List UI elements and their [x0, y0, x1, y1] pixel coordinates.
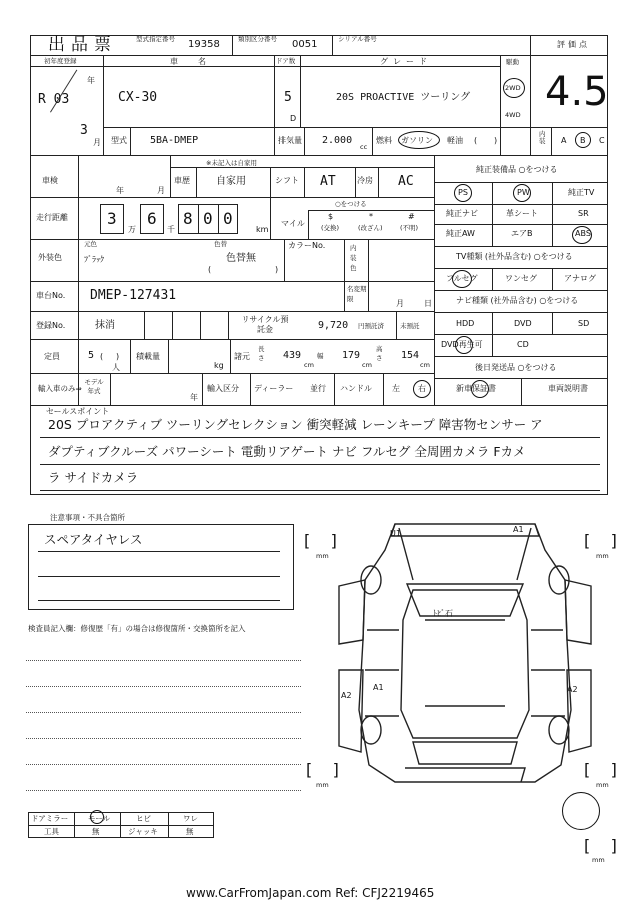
sales-line-1: 20S プロアクティブ ツーリングセレクション 衝突軽減 レーンキープ 障害物センサー ア — [48, 417, 543, 432]
import-type-label: 輸入区分 — [207, 384, 239, 393]
body-label: 車歴 — [174, 176, 190, 185]
ac-value: AC — [398, 174, 414, 189]
parts-tool-value: 無 — [92, 827, 100, 836]
displacement: 2.000 — [322, 135, 353, 146]
recycle-value: 9,720 — [318, 320, 349, 331]
interior-b-circle — [575, 132, 591, 148]
mm-bl: mm — [316, 781, 329, 789]
std-abs[interactable]: ABS — [575, 229, 591, 238]
car-name: CX-30 — [118, 90, 158, 105]
tv-title: TV種類 (社外品含む) ○をつける — [456, 252, 573, 261]
std-pw-circle — [513, 184, 531, 202]
first-reg-label: 初年度登録 — [44, 57, 77, 65]
doors: 5 — [284, 90, 292, 105]
std-abs-circle — [572, 226, 592, 244]
model-year-label: モデル年式 — [84, 378, 104, 395]
repaint-paren-open: ( — [208, 265, 212, 274]
std-leather[interactable]: 革シート — [506, 209, 538, 218]
color-no-label: カラーNo. — [288, 241, 326, 250]
mm-spare: mm — [592, 856, 605, 864]
mileage-circle-note: ○をつける — [335, 200, 367, 208]
length-cm: cm — [304, 361, 314, 369]
handle-right-circle — [413, 380, 431, 398]
mileage-digit-1: 3 — [107, 209, 117, 228]
chassis-label: 車台No. — [36, 291, 66, 300]
handle-label: ハンドル — [340, 384, 372, 393]
std-aw[interactable]: 純正AW — [446, 229, 475, 238]
sales-label: セールスポイント — [46, 407, 110, 416]
diagram-a1-side: A1 — [373, 683, 384, 692]
color-label: 外装色 — [38, 253, 62, 262]
dims-label: 諸元 — [234, 352, 250, 361]
std-sr[interactable]: SR — [578, 209, 589, 218]
height-label: 高さ — [376, 345, 383, 362]
model-code-label: 型式指定番号 — [136, 35, 175, 43]
mm-br: mm — [596, 781, 609, 789]
load-kg: kg — [214, 361, 224, 370]
tv-oneseg[interactable]: ワンセグ — [505, 274, 537, 283]
fuel-paren-close: ) — [494, 136, 498, 145]
navi-cd[interactable]: CD — [517, 340, 529, 349]
mileage-unknown: (不明) — [400, 224, 419, 232]
bracket-br: [ ] — [584, 760, 617, 779]
std-tv[interactable]: 純正TV — [568, 188, 595, 197]
recycle-suffix: 円預託済 — [358, 322, 384, 330]
capacity-label: 定員 — [44, 352, 60, 361]
year-unit: 年 — [87, 76, 95, 85]
registration-value: 抹消 — [95, 320, 115, 331]
chassis-value: DMEP-127431 — [90, 288, 177, 303]
fuel-gasoline[interactable]: ガソリン — [401, 136, 433, 145]
tv-analog[interactable]: アナログ — [564, 274, 596, 283]
mileage-asterisk[interactable]: * — [369, 212, 373, 221]
diagram-u1: U1 — [390, 529, 401, 538]
capacity-value: 5 — [88, 350, 95, 361]
mileage-digit-5: 0 — [223, 209, 233, 228]
navi-title: ナビ種類 (社外品含む) ○をつける — [456, 296, 579, 305]
interior-b[interactable]: B — [580, 136, 586, 145]
mileage-digit-3: 8 — [183, 209, 193, 228]
navi-dvd-play[interactable]: DVD再生可 — [441, 340, 483, 349]
notes-line-1: スペアタイヤレス — [44, 532, 143, 547]
model-code: 19358 — [188, 39, 220, 50]
class-code: 0051 — [292, 39, 318, 50]
sales-line-2: ダプティブクルーズ パワーシート 電動リアゲート ナビ フルセグ 全周囲カメラ Fカメ — [48, 444, 526, 459]
diagram-crack: ﾄﾋﾞ石 — [433, 609, 453, 618]
model-year-unit: 年 — [190, 393, 198, 402]
grade: 20S PROACTIVE ツーリング — [336, 92, 471, 103]
door-type: D — [290, 114, 297, 123]
mileage-km: km — [256, 225, 269, 234]
inspection-month-unit: 月 — [157, 186, 165, 195]
parts-tool-label: 工具 — [44, 827, 59, 836]
parts-header-mirror: ドアミラー — [31, 814, 69, 823]
mileage-man: 万 — [128, 225, 136, 234]
mileage-label: 走行距離 — [36, 213, 68, 222]
mm-tr: mm — [596, 552, 609, 560]
inspection-year-unit: 年 — [116, 186, 124, 195]
parts-header-crack: ヒビ — [136, 814, 151, 823]
shift-value: AT — [320, 174, 336, 189]
parts-header-break: ワレ — [183, 814, 198, 823]
parts-jack-label: ジャッキ — [128, 827, 158, 836]
repaint-label: 色替 — [214, 240, 227, 248]
parts-jack-value: 無 — [186, 827, 194, 836]
length-label: 長さ — [258, 345, 265, 362]
interior-color-label: 内装色 — [350, 244, 357, 272]
handle-left[interactable]: 左 — [392, 384, 400, 393]
original-color-label: 元色 — [84, 240, 97, 248]
navi-sd[interactable]: SD — [578, 319, 590, 328]
diagram-a2-left: A2 — [341, 691, 352, 700]
later-warranty-circle — [471, 380, 489, 398]
load-label: 積載量 — [136, 352, 160, 361]
import-dealer[interactable]: ディーラー — [254, 384, 294, 393]
valid-day-unit: 日 — [424, 299, 432, 308]
car-name-label: 車名 — [170, 57, 226, 66]
mileage-sen: 千 — [167, 225, 175, 234]
recycle-unpaid[interactable]: 未預託 — [400, 322, 420, 330]
bracket-tl: [ ] — [304, 531, 337, 550]
later-warranty[interactable]: 新車保証書 — [456, 384, 496, 393]
inspection-label: 車検 — [42, 176, 58, 185]
car-diagram — [335, 520, 595, 790]
ac-label: 冷房 — [357, 176, 373, 185]
handle-right[interactable]: 右 — [418, 384, 426, 393]
later-title: 後日発送品 ○をつける — [475, 363, 557, 372]
bracket-spare: [ ] — [584, 836, 617, 855]
recycle-label: リサイクル預託金 — [241, 315, 289, 334]
eval-label: 評価点 — [557, 40, 590, 49]
mileage-mile[interactable]: マイル — [281, 219, 305, 228]
body-note: ※未記入は自家用 — [206, 159, 257, 167]
mm-tl: mm — [316, 552, 329, 560]
doors-label: ドア数 — [276, 57, 296, 65]
navi-dvd-play-circle — [455, 336, 473, 354]
notes-label: 注意事項・不具合箇所 — [50, 513, 125, 522]
import-label: 輸入車のみ⇒ — [38, 384, 82, 393]
cc-unit: cc — [360, 143, 368, 151]
mileage-digit-2: 6 — [147, 209, 157, 228]
std-ps-circle — [454, 184, 472, 202]
class-code-label: 類別区分番号 — [238, 35, 277, 43]
body-value: 自家用 — [216, 176, 246, 187]
parts-mall-circle — [90, 810, 104, 824]
interior-a[interactable]: A — [561, 136, 567, 145]
fuel-label: 燃料 — [376, 136, 392, 145]
valid-label: 名変期限 — [347, 285, 367, 303]
fuel-diesel[interactable]: 軽油 — [447, 136, 463, 145]
displacement-label: 排気量 — [278, 136, 302, 145]
capacity-paren-open: ( — [100, 352, 104, 361]
interior-c[interactable]: C — [599, 136, 605, 145]
first-reg-month: 3 — [80, 123, 88, 138]
original-color: ﾌﾞﾗｯｸ — [84, 255, 104, 264]
mileage-dollar[interactable]: $ — [328, 212, 334, 221]
mileage-digit-4: 0 — [203, 209, 213, 228]
eval-score: 4.5 — [545, 69, 609, 115]
diagram-a2-right: A2 — [567, 685, 578, 694]
mileage-exchange: (交換) — [321, 224, 340, 232]
capacity-paren-close: ) — [116, 352, 120, 361]
grade-label: グレード — [380, 57, 432, 66]
parts-header-mall: モール — [88, 814, 111, 823]
mileage-hash[interactable]: # — [408, 212, 415, 221]
drive-2wd-circle — [503, 78, 525, 98]
mileage-altered: (改ざん) — [358, 224, 383, 232]
std-airbag[interactable]: エアB — [511, 229, 533, 238]
length-value: 439 — [283, 350, 302, 361]
bracket-bl: [ ] — [306, 760, 339, 779]
diagram-a1-top: A1 — [513, 525, 524, 534]
height-cm: cm — [420, 361, 430, 369]
inspector-label: 検査員記入欄：修復歴「有」の場合は修復箇所・交換箇所を記入 — [28, 624, 246, 633]
tv-fullseg[interactable]: フルセグ — [446, 274, 478, 283]
shift-label: シフト — [275, 176, 299, 185]
registration-label: 登録No. — [36, 321, 66, 330]
form-title: 出品票 — [48, 35, 117, 55]
repaint-paren-close: ) — [275, 265, 279, 274]
std-navi[interactable]: 純正ナビ — [446, 209, 478, 218]
later-manual[interactable]: 車両説明書 — [548, 384, 588, 393]
std-equipment-title: 純正装備品 ○をつける — [476, 165, 558, 174]
navi-hdd[interactable]: HDD — [456, 319, 475, 328]
import-parallel[interactable]: 並行 — [310, 384, 326, 393]
drive-label: 駆動 — [506, 58, 519, 66]
tv-fullseg-circle — [452, 270, 472, 288]
width-value: 179 — [342, 350, 361, 361]
std-ps[interactable]: PS — [458, 188, 468, 197]
drive-4wd[interactable]: 4WD — [505, 111, 521, 119]
first-reg-era: R 03 — [38, 92, 70, 107]
bracket-tr: [ ] — [584, 531, 617, 550]
repaint-value: 色替無 — [226, 253, 256, 264]
fuel-gasoline-circle — [398, 131, 440, 149]
fuel-paren-open: ( — [474, 136, 478, 145]
width-cm: cm — [362, 361, 372, 369]
std-pw[interactable]: PW — [517, 188, 530, 197]
type: 5BA-DMEP — [150, 135, 199, 146]
month-unit: 月 — [93, 138, 101, 147]
drive-2wd[interactable]: 2WD — [505, 84, 521, 92]
sales-line-3: ラ サイドカメラ — [48, 470, 139, 485]
valid-month-unit: 月 — [396, 299, 404, 308]
width-label: 幅 — [317, 352, 324, 360]
footer-ref: www.CarFromJapan.com Ref: CFJ2219465 — [186, 886, 435, 900]
interior-label: 内装 — [539, 130, 546, 145]
type-label: 型式 — [111, 136, 127, 145]
navi-dvd[interactable]: DVD — [514, 319, 532, 328]
capacity-person: 人 — [112, 363, 120, 372]
height-value: 154 — [401, 350, 420, 361]
serial-label: シリアル番号 — [338, 35, 377, 43]
spare-tire-circle — [562, 792, 600, 830]
